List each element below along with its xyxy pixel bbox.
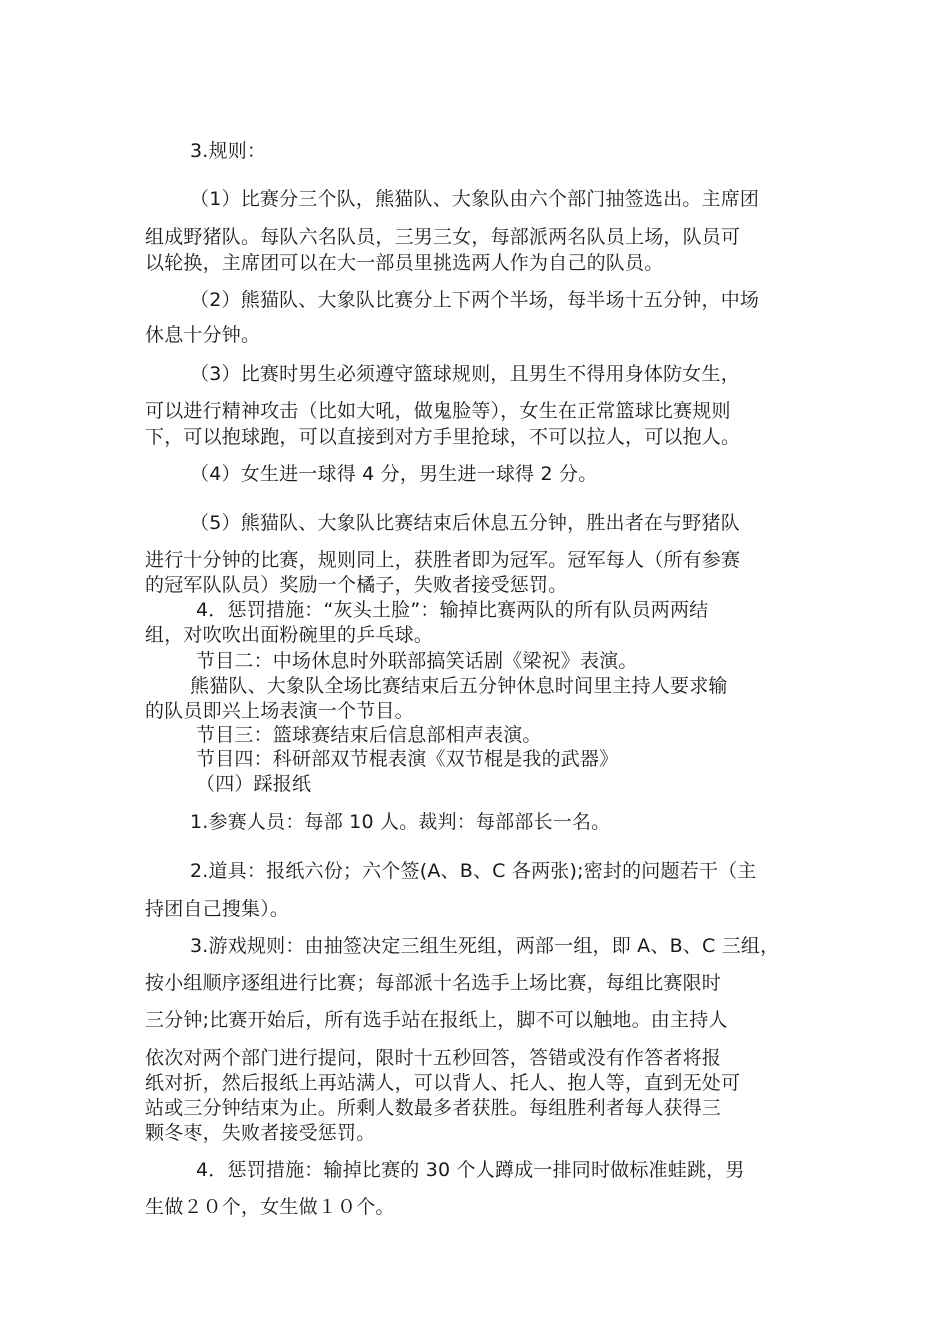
paragraph-line: 组成野猪队。每队六名队员，三男三女，每部派两名队员上场，队员可 xyxy=(145,226,741,248)
paragraph-line: 4．惩罚措施：输掉比赛的 30 个人蹲成一排同时做标准蛙跳，男 xyxy=(196,1159,745,1181)
paragraph-line: 节目二：中场休息时外联部搞笑话剧《梁祝》表演。 xyxy=(196,650,638,672)
paragraph-line: 进行十分钟的比赛，规则同上，获胜者即为冠军。冠军每人（所有参赛 xyxy=(145,549,741,571)
paragraph-line: 4．惩罚措施：“灰头土脸”：输掉比赛两队的所有队员两两结 xyxy=(196,599,709,621)
paragraph-line: 生做２０个，女生做１０个。 xyxy=(145,1196,395,1218)
paragraph-line: （1）比赛分三个队，熊猫队、大象队由六个部门抽签选出。主席团 xyxy=(190,188,760,210)
paragraph-line: （2）熊猫队、大象队比赛分上下两个半场，每半场十五分钟，中场 xyxy=(190,289,760,311)
paragraph-line: 3.游戏规则：由抽签决定三组生死组，两部一组，即 A、B、C 三组， xyxy=(190,935,780,957)
paragraph-line: 可以进行精神攻击（比如大吼，做鬼脸等），女生在正常篮球比赛规则 xyxy=(145,400,731,422)
paragraph-line: 颗冬枣，失败者接受惩罚。 xyxy=(145,1122,376,1144)
section-heading: （四）踩报纸 xyxy=(196,773,312,795)
paragraph-line: 的队员即兴上场表演一个节目。 xyxy=(145,700,414,722)
paragraph-line: 三分钟;比赛开始后，所有选手站在报纸上，脚不可以触地。由主持人 xyxy=(145,1009,728,1031)
paragraph-line: 组，对吹吹出面粉碗里的乒乓球。 xyxy=(145,624,434,646)
paragraph-line: 以轮换，主席团可以在大一部员里挑选两人作为自己的队员。 xyxy=(145,252,664,274)
paragraph-line: 节目三：篮球赛结束后信息部相声表演。 xyxy=(196,724,542,746)
paragraph-line: 下，可以抱球跑，可以直接到对方手里抢球，不可以拉人，可以抱人。 xyxy=(145,426,741,448)
paragraph-line: 休息十分钟。 xyxy=(145,324,261,346)
paragraph-line: 依次对两个部门进行提问，限时十五秒回答，答错或没有作答者将报 xyxy=(145,1047,722,1069)
rules-heading: 3.规则： xyxy=(190,140,267,162)
paragraph-line: 1.参赛人员：每部 10 人。裁判：每部部长一名。 xyxy=(190,811,611,833)
paragraph-line: 纸对折，然后报纸上再站满人，可以背人、托人、抱人等，直到无处可 xyxy=(145,1072,741,1094)
paragraph-line: 2.道具：报纸六份；六个签(A、B、C 各两张);密封的问题若干（主 xyxy=(190,860,757,882)
paragraph-line: 按小组顺序逐组进行比赛；每部派十名选手上场比赛，每组比赛限时 xyxy=(145,972,722,994)
paragraph-line: 熊猫队、大象队全场比赛结束后五分钟休息时间里主持人要求输 xyxy=(190,675,728,697)
paragraph-line: （4）女生进一球得 4 分，男生进一球得 2 分。 xyxy=(190,463,598,485)
paragraph-line: （5）熊猫队、大象队比赛结束后休息五分钟，胜出者在与野猪队 xyxy=(190,512,740,534)
paragraph-line: 持团自己搜集）。 xyxy=(145,898,290,920)
paragraph-line: 的冠军队队员）奖励一个橘子，失败者接受惩罚。 xyxy=(145,574,568,596)
paragraph-line: 站或三分钟结束为止。所剩人数最多者获胜。每组胜利者每人获得三 xyxy=(145,1097,722,1119)
paragraph-line: 节目四：科研部双节棍表演《双节棍是我的武器》 xyxy=(196,748,619,770)
paragraph-line: （3）比赛时男生必须遵守篮球规则，且男生不得用身体防女生， xyxy=(190,363,740,385)
